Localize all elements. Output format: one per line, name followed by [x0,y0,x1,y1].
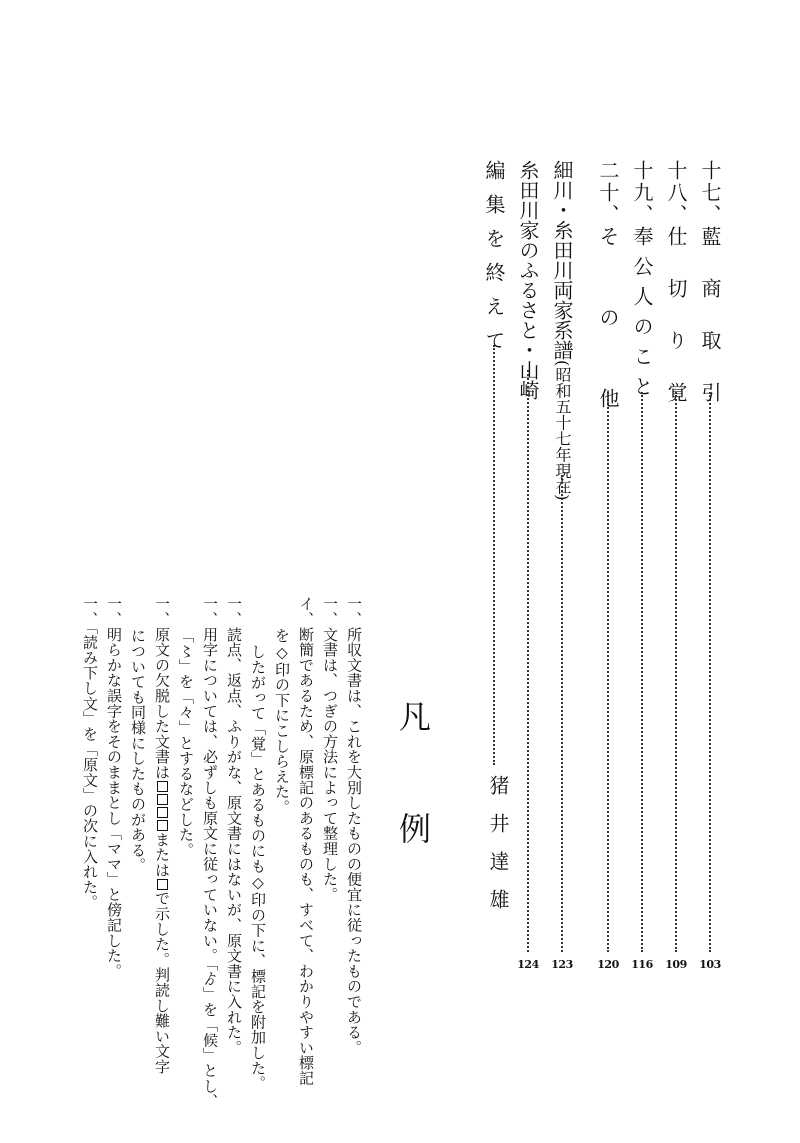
notes-line: イ、断簡であるため、原標記のあるものも、すべて、わかりやすい標記 [297,596,315,1086]
toc-hometown-title: 糸田川家のふるさと・山崎 [516,160,540,400]
notes-text: で示した。判読し難い文字 [153,890,171,1075]
toc-item-number: 二十、 [596,160,620,226]
toc-item [598,160,618,415]
toc-genealogy-title: 細川・糸田川両家系譜 [550,160,574,360]
toc-genealogy [552,160,572,500]
toc-leader [607,392,609,952]
toc-item [700,160,720,408]
toc-item [632,160,652,406]
toc-item-number: 十八、 [664,160,688,226]
toc-afterword-author: 猪井達雄 [486,775,510,927]
toc-item-title: 仕 切 り 覚 [664,226,688,408]
notes-line: したがって「覚」とあるものにも◇印の下に、標記を附加した。 [249,644,267,1091]
notes-line: 「〻」を「々」とするなどした。 [177,628,195,858]
toc-leader [561,475,563,952]
notes-line: 一、「読み下し文」を「原文」の次に入れた。 [81,596,99,910]
toc-item-number: 十九、 [630,160,654,226]
missing-char-box [157,820,168,831]
missing-char-box [157,794,168,805]
toc-afterword-title: 編集を終えて [482,160,506,364]
notes-line: 一、所収文書は、これを大別したものの便宜に従ったものである。 [345,596,363,1055]
toc-item-title: 奉公人のこと [630,226,654,406]
missing-char-box [157,781,168,792]
notes-line: 一、読点、返点、ふりがな、原文書にはないが、原文書に入れた。 [225,596,243,1055]
missing-char-box [157,807,168,818]
notes-line [154,596,169,1074]
toc-afterword [484,160,504,364]
toc-item-title: 藍 商 取 引 [698,226,722,408]
toc-page-number: 116 [631,958,653,971]
toc-page-number: 109 [665,958,687,971]
notes-text: または [153,831,171,878]
toc-page-number: 120 [597,958,619,971]
toc-item-title: そ の 他 [596,226,620,415]
toc-hometown [518,160,538,400]
notes-heading: 凡例 [394,700,432,924]
toc-item [666,160,686,408]
toc-leader [675,392,677,952]
toc-leader [641,392,643,952]
notes-text: 一、原文の欠脱した文書は [153,596,171,780]
notes-line: 一、用字については、必ずしも原文に従っていない。「ゟ」を「候」とし、 [201,596,219,1109]
notes-line: を◇印の下にこしらえた。 [273,628,291,815]
toc-leader [527,370,529,952]
toc-leader [493,345,495,765]
notes-line: 一、明らかな誤字をそのままとし「ママ」と傍記した。 [105,596,123,979]
toc-item-number: 十七、 [698,160,722,226]
notes-line: 一、文書は、つぎの方法によって整理した。 [321,596,339,902]
toc-page-number: 123 [551,958,573,971]
missing-char-box [157,879,168,890]
toc-page-number: 124 [517,958,539,971]
toc-leader [709,392,711,952]
notes-line: についても同様にしたものがある。 [129,628,147,873]
toc-page-number: 103 [699,958,721,971]
toc-genealogy-note: (昭和五十七年現在) [553,360,572,501]
